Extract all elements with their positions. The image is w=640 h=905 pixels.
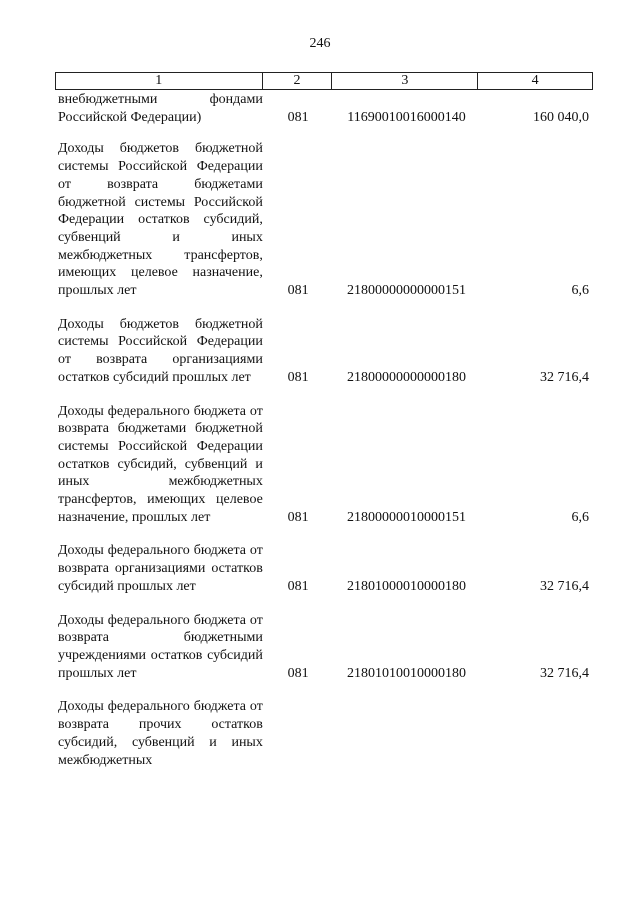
column-header-row — [56, 73, 593, 90]
row-amount: 32 716,4 — [539, 578, 589, 594]
row-description: Доходы бюджетов бюджетной системы Российской Федерации от возврата бюджетами бюджетной системы Российской Федерации остатков субсидий, субвенций и иных межбюджетных трансфертов, имеющих целевое назначение, прошлых лет — [58, 141, 263, 299]
row-kbk: 11690010016000140 — [347, 109, 466, 125]
row-kbk: 21800000000000151 — [347, 283, 467, 299]
row-amount: 6,6 — [571, 509, 589, 525]
row-kbk: 21800000010000151 — [347, 509, 467, 525]
table-row — [55, 612, 593, 683]
column-header-1: 1 — [56, 73, 263, 90]
table-body — [55, 91, 593, 785]
row-description: Доходы федерального бюджета от возврата бюджетными учреждениями остатков субсидий прошлых лет — [58, 612, 263, 681]
row-description: внебюджетными фондами Российской Федерации) — [58, 92, 263, 125]
table-row — [55, 403, 593, 527]
row-amount: 32 716,4 — [539, 369, 589, 385]
row-amount: 160 040,0 — [532, 109, 589, 125]
row-description: Доходы бюджетов бюджетной системы Российской Федерации от возврата организациями остатков субсидий прошлых лет — [58, 316, 263, 385]
row-code: 081 — [287, 509, 309, 525]
row-code: 081 — [287, 369, 309, 385]
table-row — [55, 542, 593, 595]
column-header-3: 3 — [332, 73, 478, 90]
table-row — [55, 316, 593, 387]
page-number: 246 — [309, 36, 331, 51]
row-kbk: 21801010010000180 — [347, 665, 467, 681]
column-header-4: 4 — [478, 73, 593, 90]
row-code: 081 — [287, 109, 309, 125]
row-code: 081 — [287, 665, 309, 681]
column-header-table — [55, 72, 593, 90]
row-amount: 32 716,4 — [539, 665, 589, 681]
row-kbk: 21801000010000180 — [347, 578, 467, 594]
table-row — [55, 140, 593, 299]
row-description: Доходы федерального бюджета от возврата прочих остатков субсидий, субвенций и иных межбюджетных — [58, 699, 263, 768]
row-description: Доходы федерального бюджета от возврата бюджетами бюджетной системы Российской Федерации остатков субсидий, субвенций и иных межбюджетных трансфертов, имеющих целевое назначение, прошлых лет — [58, 403, 263, 525]
column-header-2: 2 — [262, 73, 332, 90]
row-amount: 6,6 — [571, 283, 589, 299]
table-row — [55, 91, 593, 126]
table-row — [55, 698, 593, 769]
row-kbk: 21800000000000180 — [347, 369, 467, 385]
row-description: Доходы федерального бюджета от возврата организациями остатков субсидий прошлых лет — [58, 543, 263, 594]
row-code: 081 — [287, 578, 309, 594]
row-code: 081 — [287, 283, 309, 299]
